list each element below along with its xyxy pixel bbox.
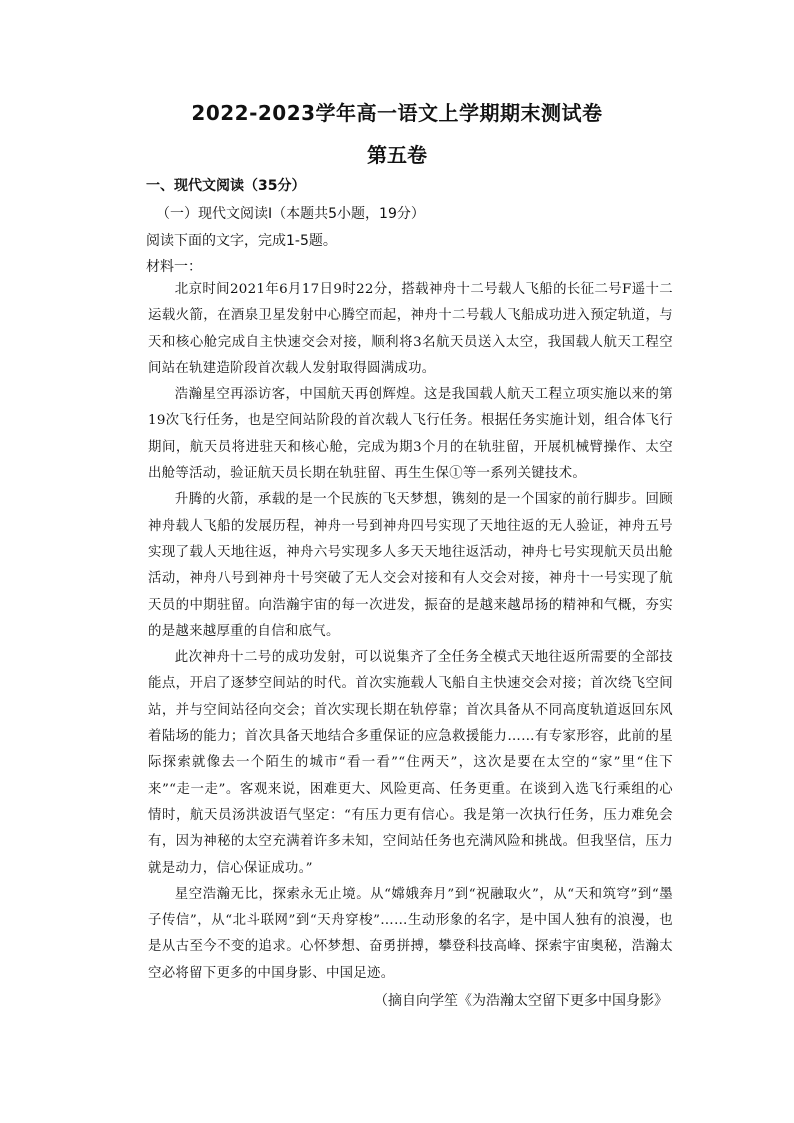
source-citation: （摘自向学笙《为浩瀚太空留下更多中国身影》	[374, 993, 668, 1009]
section-heading: 一、现代文阅读（35分）	[146, 178, 306, 194]
paragraph-1: 北京时间2021年6月17日9时22分，搭载神舟十二号载人飞船的长征二号F遥十二运载火箭，在酒泉卫星发射中心腾空而起，神舟十二号载人飞船成功进入预定轨道，与天和核心舱完成自主快速交会对接，顺利将3名航天员送入太空，我国载人航天工程空间站在轨建造阶段首次载人发射取得圆满成功。	[148, 282, 673, 376]
material-label: 材料一：	[146, 259, 202, 275]
paragraph-2: 浩瀚星空再添访客，中国航天再创辉煌。这是我国载人航天工程立项实施以来的第19次飞行任务，也是空间站阶段的首次载人飞行任务。根据任务实施计划，组合体飞行期间，航天员将进驻天和核心舱，完成为期3个月的在轨驻留，开展机械臂操作、太空出舱等活动，验证航天员长期在轨驻留、再生生保①等一系列关键技术。	[148, 387, 673, 482]
part-heading: （一）现代文阅读Ⅰ（本题共5小题，19分）	[156, 206, 425, 222]
exam-title: 2022-2023学年高一语文上学期期末测试卷	[191, 101, 603, 125]
paragraph-5: 星空浩瀚无比，探索永无止境。从“嫦娥奔月”到“祝融取火”，从“天和筑穹”到“墨子传信”，从“北斗联网”到“天舟穿梭”……生动形象的名字，是中国人独有的浪漫，也是从古至今不变的追求。心怀梦想、奋勇拼搏，攀登科技高峰、探索宇宙奥秘，浩瀚太空必将留下更多的中国身影、中国足迹。	[148, 886, 673, 981]
paragraph-3: 升腾的火箭，承载的是一个民族的飞天梦想，镌刻的是一个国家的前行脚步。回顾神舟载人飞船的发展历程，神舟一号到神舟四号实现了天地往返的无人验证，神舟五号实现了载人天地往返，神舟六号实现多人多天天地往返活动，神舟七号实现航天员出舱活动，神舟八号到神舟十号突破了无人交会对接和有人交会对接，神舟十一号实现了航天员的中期驻留。向浩瀚宇宙的每一次进发，振奋的是越来越昂扬的精神和气概，夯实的是越来越厚重的自信和底气。	[148, 492, 673, 639]
paragraph-4: 此次神舟十二号的成功发射，可以说集齐了全任务全模式天地往返所需要的全部技能点，开启了逐梦空间站的时代。首次实施载人飞船自主快速交会对接；首次绕飞空间站，并与空间站径向交会；首次实现长期在轨停靠；首次具备从不同高度轨道返回东风着陆场的能力；首次具备天地结合多重保证的应急救援能力……有专家形容，此前的星际探索就像去一个陌生的城市“看一看”“住两天”，这次是要在太空的“家”里“住下来”“走一走”。客观来说，困难更大、风险更高、任务更重。在谈到入选飞行乘组的心情时，航天员汤洪波语气坚定：“有压力更有信心。我是第一次执行任务，压力难免会有，因为神秘的太空充满着许多未知，空间站任务也充满风险和挑战。但我坚信，压力就是动力，信心保证成功。”	[148, 650, 673, 876]
instruction-text: 阅读下面的文字，完成1-5题。	[146, 233, 337, 249]
article-body	[148, 277, 673, 987]
exam-volume-title: 第五卷	[367, 143, 427, 167]
